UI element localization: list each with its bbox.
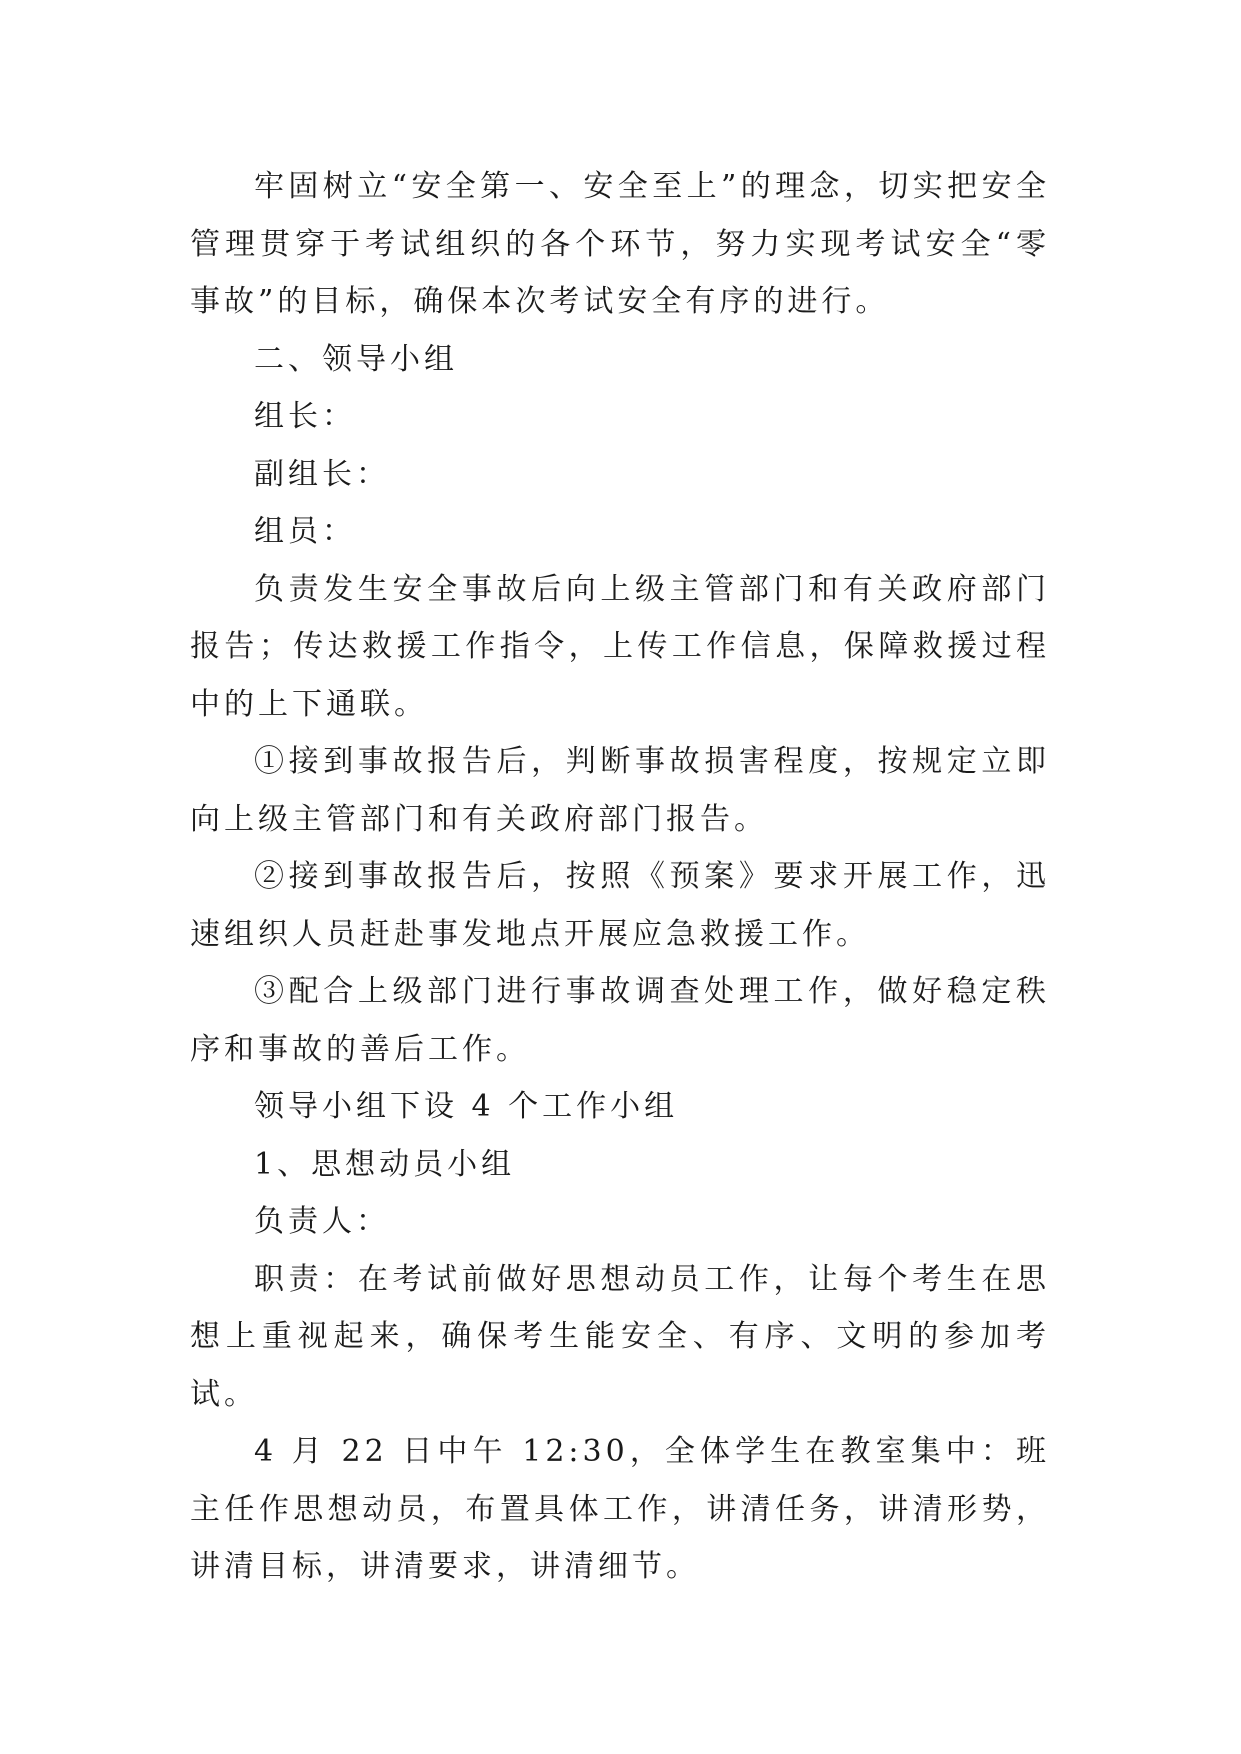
- list-item-duty-3: ③配合上级部门进行事故调查处理工作，做好稳定秩序和事故的善后工作。: [190, 974, 1050, 1067]
- paragraph-working-groups-intro: 领导小组下设 4 个工作小组: [254, 1089, 679, 1124]
- paragraph-reporting-duty: 负责发生安全事故后向上级主管部门和有关政府部门报告；传达救援工作指令，上传工作信息，保障救援过程中的上下通联。: [190, 571, 1050, 722]
- section-heading-leadership-group: 二、领导小组: [254, 341, 458, 377]
- list-item-duty-2: ②接到事故报告后，按照《预案》要求开展工作，迅速组织人员赶赴事发地点开展应急救援工作。: [190, 859, 1050, 952]
- field-group-members: 组员：: [254, 514, 356, 549]
- field-group-leader: 组长：: [254, 399, 356, 434]
- field-deputy-group-leader: 副组长：: [254, 456, 390, 492]
- section-heading-mobilization-group: 1、思想动员小组: [254, 1146, 516, 1182]
- paragraph-schedule: 4 月 22 日中午 12:30，全体学生在教室集中：班主任作思想动员，布置具体工作，讲清任务，讲清形势，讲清目标，讲清要求，讲清细节。: [190, 1434, 1050, 1584]
- field-person-in-charge: 负责人：: [254, 1204, 390, 1239]
- paragraph-responsibilities: 职责：在考试前做好思想动员工作，让每个考生在思想上重视起来，确保考生能安全、有序、文明的参加考试。: [190, 1261, 1050, 1412]
- list-item-duty-1: ①接到事故报告后，判断事故损害程度，按规定立即向上级主管部门和有关政府部门报告。: [190, 744, 1050, 837]
- document-body: [190, 158, 1050, 1596]
- paragraph-safety-principle: 牢固树立“安全第一、安全至上”的理念，切实把安全管理贯穿于考试组织的各个环节，努力实现考试安全“零事故”的目标，确保本次考试安全有序的进行。: [190, 169, 1050, 319]
